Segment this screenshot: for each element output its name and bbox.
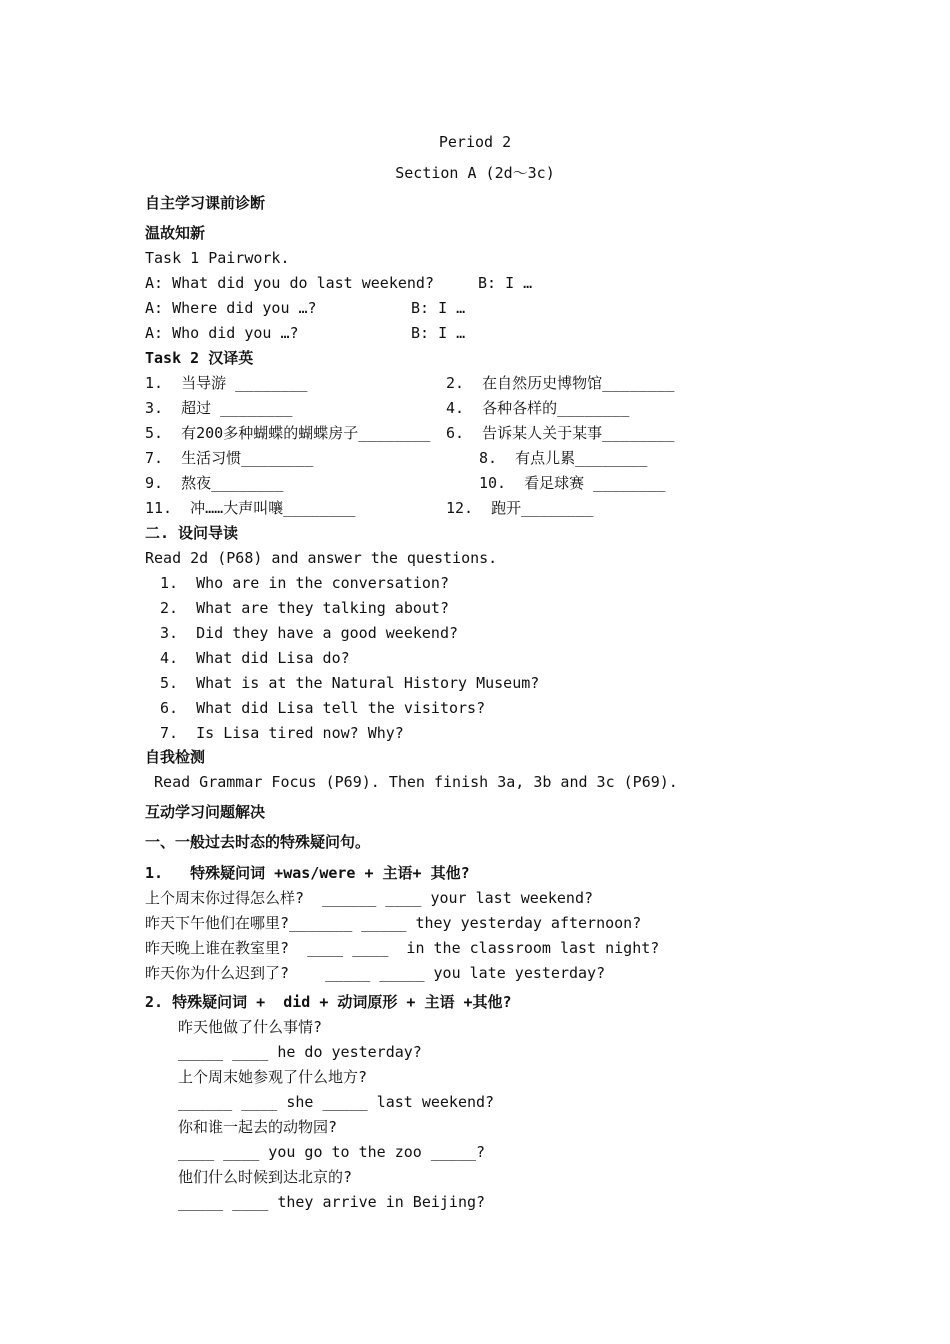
task2-item: 4. 各种各样的________ xyxy=(446,399,630,417)
task2-item: 10. 看足球赛 ________ xyxy=(479,474,666,492)
part1-title: 自主学习课前诊断 xyxy=(145,194,266,212)
task2-item: 7. 生活习惯________ xyxy=(145,449,314,467)
section-title: Section A (2d～3c) xyxy=(395,164,555,182)
task1-line-b: B: I … xyxy=(411,324,466,342)
part3-subtitle: 一、一般过去时态的特殊疑问句。 xyxy=(145,833,371,851)
task1-line-a: A: What did you do last weekend? xyxy=(145,274,434,292)
task1-line-b: B: I … xyxy=(411,299,466,317)
task2-item: 5. 有200多种蝴蝶的蝴蝶房子________ xyxy=(145,424,431,442)
period-title: Period 2 xyxy=(438,133,512,151)
rule2-item: _____ ____ he do yesterday? xyxy=(178,1043,422,1061)
part3-title: 互动学习问题解决 xyxy=(145,803,266,821)
part2-title: 二. 设问导读 xyxy=(145,524,239,542)
question-item: 3. Did they have a good weekend? xyxy=(160,624,459,642)
rule2-item: 昨天他做了什么事情? xyxy=(178,1018,323,1036)
rule2-item: 上个周末她参观了什么地方? xyxy=(178,1068,368,1086)
task2-item: 11. 冲……大声叫嚷________ xyxy=(145,499,356,517)
rule2-item: _____ ____ they arrive in Beijing? xyxy=(178,1193,486,1211)
task2-item: 2. 在自然历史博物馆________ xyxy=(446,374,675,392)
question-item: 6. What did Lisa tell the visitors? xyxy=(160,699,486,717)
task2-item: 8. 有点儿累________ xyxy=(479,449,648,467)
task2-item: 1. 当导游 ________ xyxy=(145,374,308,392)
rule1-item: 上个周末你过得怎么样? ______ ____ your last weekend? xyxy=(145,889,594,907)
task2-item: 9. 熬夜________ xyxy=(145,474,284,492)
rule2-item: ______ ____ she _____ last weekend? xyxy=(178,1093,495,1111)
part2-instruction: Read 2d (P68) and answer the questions. xyxy=(145,549,498,567)
rule1-item: 昨天你为什么迟到了? _____ _____ you late yesterday? xyxy=(145,964,606,982)
rule1-title: 1. 特殊疑问词 +was/were + 主语+ 其他? xyxy=(145,864,470,882)
task2-title: Task 2 汉译英 xyxy=(145,349,254,367)
question-item: 5. What is at the Natural History Museum? xyxy=(160,674,540,692)
task2-item: 3. 超过 ________ xyxy=(145,399,293,417)
question-item: 2. What are they talking about? xyxy=(160,599,449,617)
task1-line-a: A: Where did you …? xyxy=(145,299,317,317)
task2-item: 6. 告诉某人关于某事________ xyxy=(446,424,675,442)
selfcheck-text: Read Grammar Focus (P69). Then finish 3a, 3b and 3c (P69). xyxy=(145,773,678,791)
rule2-item: 你和谁一起去的动物园? xyxy=(178,1118,338,1136)
question-item: 1. Who are in the conversation? xyxy=(160,574,449,592)
rule2-item: ____ ____ you go to the zoo _____? xyxy=(178,1143,486,1161)
rule1-item: 昨天晚上谁在教室里? ____ ____ in the classroom last night? xyxy=(145,939,660,957)
rule2-title: 2. 特殊疑问词 + did + 动词原形 + 主语 +其他? xyxy=(145,993,512,1011)
review-title: 温故知新 xyxy=(145,224,206,242)
task1-line-b: B: I … xyxy=(478,274,533,292)
selfcheck-title: 自我检测 xyxy=(145,748,206,766)
rule1-item: 昨天下午他们在哪里?_______ _____ they yesterday afternoon? xyxy=(145,914,642,932)
task1-line-a: A: Who did you …? xyxy=(145,324,299,342)
question-item: 4. What did Lisa do? xyxy=(160,649,350,667)
task1-title: Task 1 Pairwork. xyxy=(145,249,290,267)
task2-item: 12. 跑开________ xyxy=(446,499,594,517)
question-item: 7. Is Lisa tired now? Why? xyxy=(160,724,404,742)
rule2-item: 他们什么时候到达北京的? xyxy=(178,1168,353,1186)
